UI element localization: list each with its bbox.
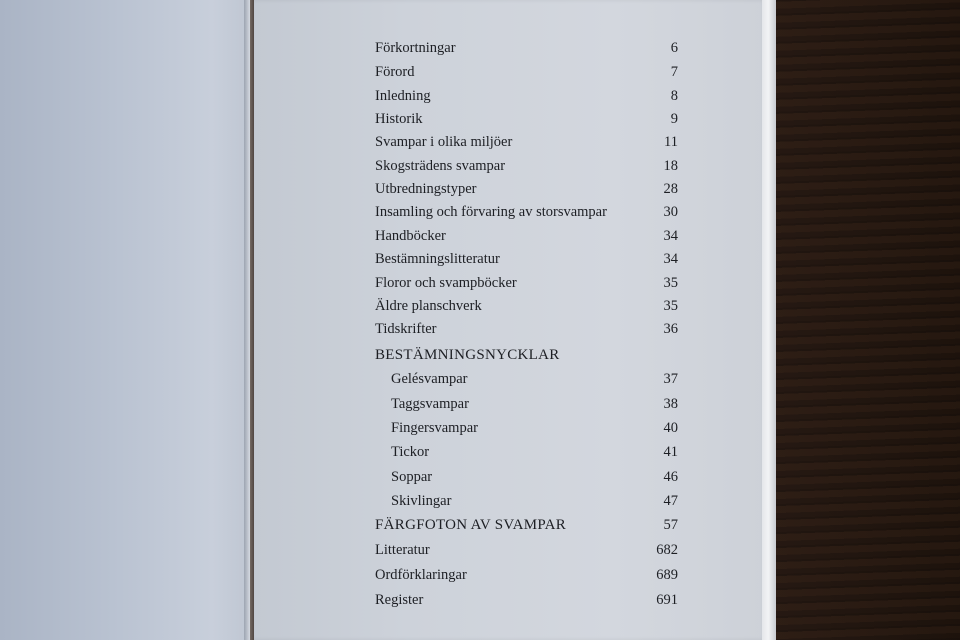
toc-entry-page: 682 (656, 542, 678, 558)
toc-entry-title: Skogsträdens svampar (375, 158, 506, 174)
toc-entry-title: Förkortningar (375, 40, 456, 56)
toc-entry (375, 368, 680, 390)
toc-entry-title: Förord (375, 64, 415, 80)
toc-entry-page: 46 (663, 469, 678, 485)
toc-entry (375, 539, 680, 561)
toc-entry-title: Svampar i olika miljöer (375, 134, 513, 150)
toc-entry-page: 30 (663, 204, 678, 220)
toc-entry-title: Gelésvampar (391, 371, 468, 387)
toc-entry-page: 34 (663, 251, 678, 267)
toc-entry (375, 589, 680, 611)
toc-entry-page: 34 (663, 228, 678, 244)
toc-entry-page: 689 (656, 567, 678, 583)
toc-entry-page: 36 (663, 321, 678, 337)
toc-entry (375, 318, 680, 340)
toc-entry (375, 490, 680, 512)
toc-entry-page: 11 (664, 134, 678, 150)
toc-entry-title: Skivlingar (391, 493, 452, 509)
toc-entry-title: Inledning (375, 88, 431, 104)
toc-entry-title: Litteratur (375, 542, 430, 558)
toc-entry-title: Taggsvampar (391, 396, 469, 412)
toc-entry-page: 38 (663, 396, 678, 412)
toc-entry-title: Bestämningslitteratur (375, 251, 500, 267)
toc-entry-title: BESTÄMNINGSNYCKLAR (375, 347, 560, 363)
toc-entry (375, 85, 680, 107)
toc-entry (375, 417, 680, 439)
toc-entry-title: Utbredningstyper (375, 181, 477, 197)
toc-entry-page: 8 (670, 88, 678, 104)
toc-entry-title: Floror och svampböcker (375, 275, 517, 291)
toc-entry-page: 9 (670, 111, 678, 127)
toc-entry-title: Soppar (391, 469, 433, 485)
toc-entry-page: 18 (663, 158, 678, 174)
toc-entry (375, 295, 680, 317)
toc-entry-page: 35 (663, 275, 678, 291)
toc-entry (375, 155, 680, 177)
toc-entry-page: 6 (670, 40, 678, 56)
toc-entry-title: Tickor (391, 444, 430, 460)
toc-entry-title: Historik (375, 111, 423, 127)
toc-entry-title: Tidskrifter (375, 321, 437, 337)
toc-entry-title: Insamling och förvaring av storsvampar (375, 204, 607, 220)
toc-entry (375, 225, 680, 247)
toc-entry-title: FÄRGFOTON AV SVAMPAR (375, 517, 567, 533)
toc-entry (375, 248, 680, 270)
toc-entry (375, 272, 680, 294)
toc-entry-title: Äldre planschverk (375, 298, 482, 314)
toc-entry-title: Register (375, 592, 424, 608)
toc-entry-title: Fingersvampar (391, 420, 478, 436)
toc-entry-page: 28 (663, 181, 678, 197)
toc-entry (375, 441, 680, 463)
toc-entry (375, 564, 680, 586)
toc-entry (375, 178, 680, 200)
toc-entry (375, 61, 680, 83)
toc-entry-page: 37 (663, 371, 678, 387)
toc-entry-page: 7 (670, 64, 678, 80)
toc-section-heading (375, 514, 680, 536)
toc-entry (375, 131, 680, 153)
toc-entry-page: 40 (663, 420, 678, 436)
toc-section-heading (375, 344, 680, 366)
toc-entry-page: 41 (663, 444, 678, 460)
toc-entry-page: 35 (663, 298, 678, 314)
toc-entry (375, 393, 680, 415)
toc-entry (375, 108, 680, 130)
toc-entry-title: Ordförklaringar (375, 567, 467, 583)
toc-entry-page: 47 (663, 493, 678, 509)
toc-entry (375, 201, 680, 223)
toc-entry (375, 466, 680, 488)
toc-entry (375, 37, 680, 59)
toc-entry-title: Handböcker (375, 228, 446, 244)
toc-entry-page: 691 (656, 592, 678, 608)
toc-entry-page: 57 (663, 517, 678, 533)
